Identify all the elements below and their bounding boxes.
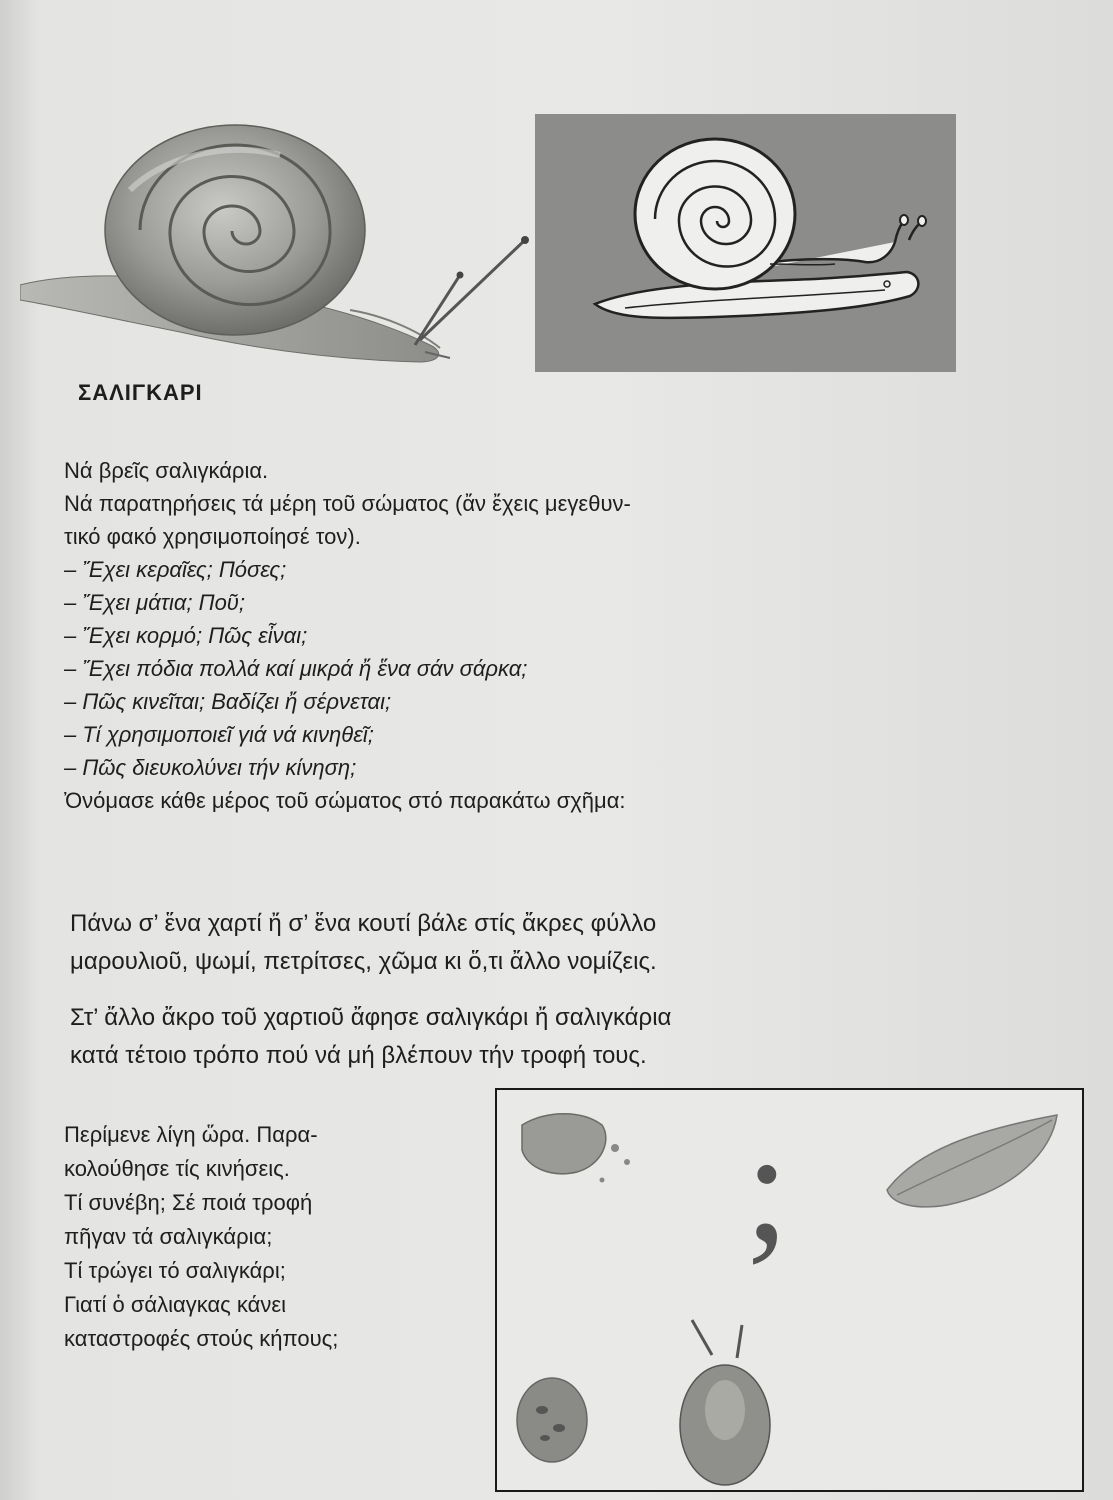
observation-line: κολούθησε τίς κινήσεις. xyxy=(64,1156,290,1181)
experiment-paragraph-2 xyxy=(70,1000,671,1076)
question-mark-symbol: ; xyxy=(744,1097,790,1275)
experiment-paragraph xyxy=(70,906,657,982)
question-item: – Τί χρησιμοποιεῖ γιά νά κινηθεῖ; xyxy=(64,722,374,747)
intro-text xyxy=(64,456,631,819)
experiment-line: μαρουλιοῦ, ψωμί, πετρίτσες, χῶμα κι ὅ,τι ἄλλο νομίζεις. xyxy=(70,948,657,975)
cartoon-snail-diagram xyxy=(535,114,956,372)
intro-line: τικό φακό χρησιμοποίησέ τον). xyxy=(64,524,361,549)
intro-line: Νά παρατηρήσεις τά μέρη τοῦ σώματος (ἄν ἔχεις μεγεθυν- xyxy=(64,491,631,516)
question-item: – Πῶς διευκολύνει τήν κίνηση; xyxy=(64,755,357,780)
question-item: – Ἔχει μάτια; Ποῦ; xyxy=(64,590,246,615)
observation-line: Τί συνέβη; Σέ ποιά τροφή xyxy=(64,1190,313,1215)
question-item: – Ἔχει κορμό; Πῶς εἶναι; xyxy=(64,623,308,648)
experiment-line: Πάνω σ’ ἕνα χαρτί ἤ σ’ ἕνα κουτί βάλε στίς ἄκρες φύλλο xyxy=(70,910,657,937)
observation-line: Γιατί ὁ σάλιαγκας κάνει xyxy=(64,1292,287,1317)
observation-line: Περίμενε λίγη ὥρα. Παρα- xyxy=(64,1122,318,1147)
question-item: – Ἔχει πόδια πολλά καί μικρά ἤ ἕνα σάν σάρκα; xyxy=(64,656,528,681)
realistic-snail-illustration xyxy=(20,100,540,400)
page-title: ΣΑΛΙΓΚΑΡΙ xyxy=(78,380,203,405)
food-experiment-illustration xyxy=(495,1088,1084,1492)
observation-line: πῆγαν τά σαλιγκάρια; xyxy=(64,1224,273,1249)
experiment-line: κατά τέτοιο τρόπο πού νά μή βλέπουν τήν τροφή τους. xyxy=(70,1042,647,1069)
question-item: – Πῶς κινεῖται; Βαδίζει ἤ σέρνεται; xyxy=(64,689,392,714)
intro-line: Νά βρεῖς σαλιγκάρια. xyxy=(64,458,269,483)
observation-questions xyxy=(64,1118,338,1356)
question-item: – Ἔχει κεραῖες; Πόσες; xyxy=(64,557,287,582)
name-instruction: Ὀνόμασε κάθε μέρος τοῦ σώματος στό παρακάτω σχῆμα: xyxy=(64,788,626,813)
observation-line: Τί τρώγει τό σαλιγκάρι; xyxy=(64,1258,286,1283)
observation-line: καταστροφές στούς κήπους; xyxy=(64,1326,339,1351)
experiment-line: Στ’ ἄλλο ἄκρο τοῦ χαρτιοῦ ἄφησε σαλιγκάρι ἤ σαλιγκάρια xyxy=(70,1004,672,1031)
